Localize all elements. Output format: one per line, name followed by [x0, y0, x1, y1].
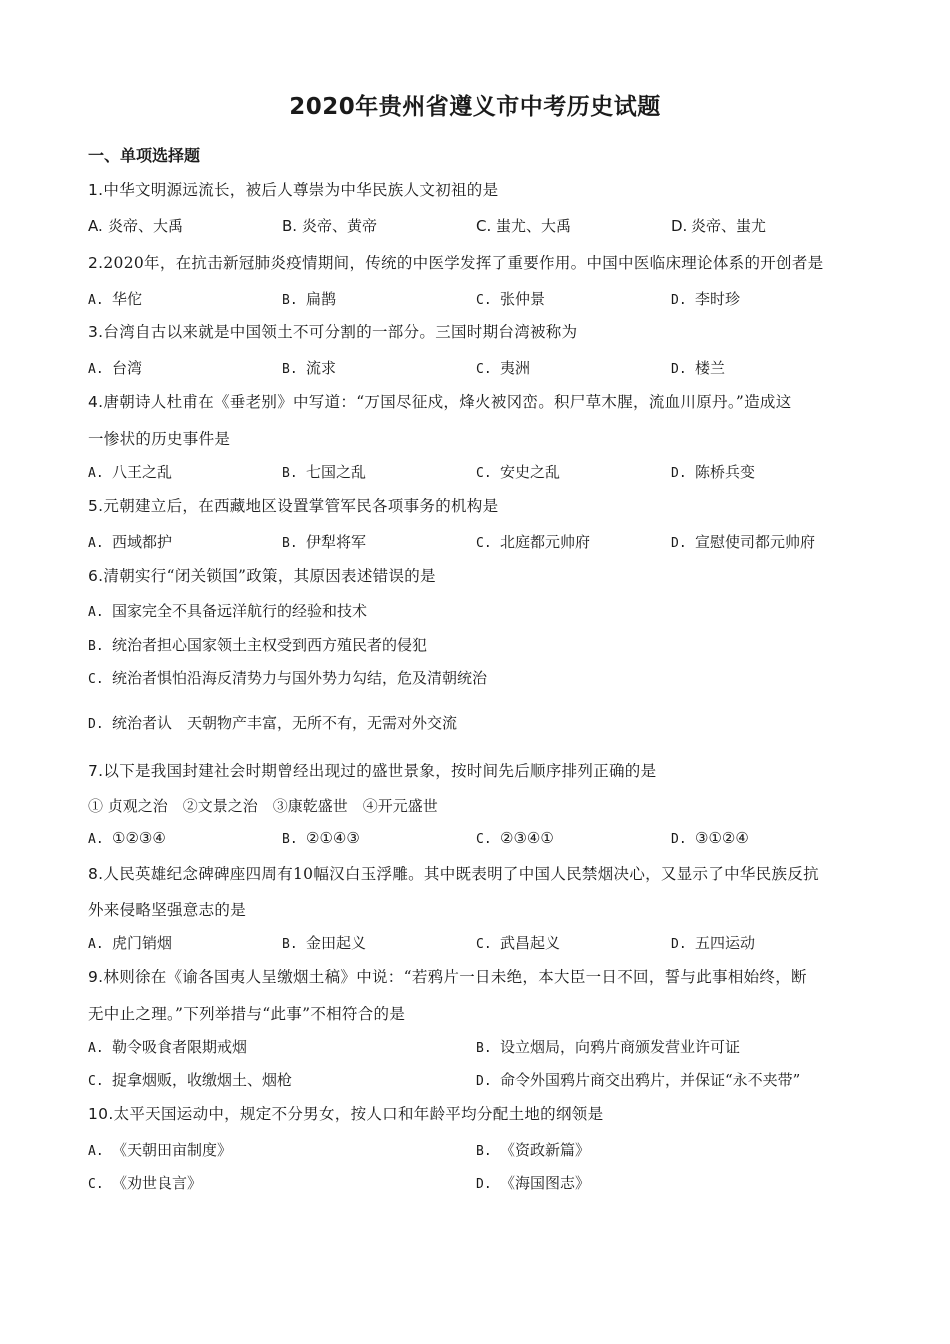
- option-d: D. 《海国图志》: [476, 1174, 591, 1192]
- page-title: 2020年贵州省遵义市中考历史试题: [289, 94, 661, 120]
- question-number: 9.: [88, 968, 104, 986]
- option-a: A. 西域都护: [88, 533, 173, 551]
- option-d: D. 楼兰: [671, 359, 726, 377]
- question-text: 元朝建立后，在西藏地区设置掌管军民各项事务的机构是: [103, 497, 499, 515]
- question-6: [88, 564, 436, 586]
- option-b: B. 流求: [282, 359, 337, 377]
- option-d: D. ③①②④: [671, 829, 749, 847]
- option-c: C. 武昌起义: [476, 934, 561, 952]
- option-c: C. 安史之乱: [476, 463, 561, 481]
- option-b: B. 金田起义: [282, 934, 367, 952]
- question-text: 台湾自古以来就是中国领土不可分割的一部分。三国时期台湾被称为: [103, 323, 578, 341]
- question-number: 10.: [88, 1105, 114, 1123]
- section-heading: 一、单项选择题: [88, 146, 201, 165]
- option-c: C. ②③④①: [476, 829, 554, 847]
- option-a: A. 《天朝田亩制度》: [88, 1141, 233, 1159]
- option-d: D. 命令外国鸦片商交出鸦片，并保证“永不夹带”: [476, 1071, 801, 1089]
- question-5: [88, 494, 498, 516]
- option-b: B. ②①④③: [282, 829, 360, 847]
- option-a: A. ①②③④: [88, 829, 166, 847]
- option-a: A. 虎门销烟: [88, 934, 173, 952]
- option-d: D. 统治者认 天朝物产丰富，无所不有，无需对外交流: [88, 714, 458, 732]
- question-10: [88, 1102, 603, 1124]
- option-a: A. 台湾: [88, 359, 143, 377]
- question-number: 5.: [88, 497, 104, 515]
- question-3: [88, 320, 577, 342]
- question-text: 以下是我国封建社会时期曾经出现过的盛世景象，按时间先后顺序排列正确的是: [103, 762, 657, 780]
- question-number: 7.: [88, 762, 104, 780]
- question-number: 6.: [88, 567, 104, 585]
- option-d: D. 李时珍: [671, 290, 741, 308]
- question-2: [88, 251, 823, 273]
- option-b: B. 扁鹊: [282, 290, 337, 308]
- question-4: [88, 390, 792, 412]
- option-a: A. 华佗: [88, 290, 143, 308]
- question-text: 唐朝诗人杜甫在《垂老别》中写道：“万国尽征戍，烽火被冈峦。积尸草木腥，流血川原丹。”造成这: [103, 393, 792, 411]
- option-c: C. 捉拿烟贩，收缴烟土、烟枪: [88, 1071, 293, 1089]
- option-b: B. 设立烟局，向鸦片商颁发营业许可证: [476, 1038, 741, 1056]
- option-b: B. 伊犁将军: [282, 533, 367, 551]
- question-1: [88, 178, 498, 200]
- question-number: 2.: [88, 254, 104, 272]
- question-number: 4.: [88, 393, 104, 411]
- question-number: 3.: [88, 323, 104, 341]
- option-d: D. 宣慰使司都元帅府: [671, 533, 816, 551]
- option-b: B. 七国之乱: [282, 463, 367, 481]
- option-c: C. 北庭都元帅府: [476, 533, 591, 551]
- question-9: [88, 965, 807, 987]
- option-d: D. 五四运动: [671, 934, 756, 952]
- question-8-continuation: 外来侵略坚强意志的是: [88, 901, 247, 919]
- question-7: [88, 759, 656, 781]
- question-number: 1.: [88, 181, 104, 199]
- option-a: A. 八王之乱: [88, 463, 173, 481]
- question-4-continuation: 一惨状的历史事件是: [88, 430, 231, 448]
- option-b: B. 《资政新篇》: [476, 1141, 591, 1159]
- option-b: B. 炎帝、黄帝: [282, 217, 378, 235]
- option-a: A. 勒令吸食者限期戒烟: [88, 1038, 248, 1056]
- option-c: C. 张仲景: [476, 290, 546, 308]
- option-c: C. 统治者惧怕沿海反清势力与国外势力勾结，危及清朝统治: [88, 669, 488, 687]
- question-7-items: ① 贞观之治 ②文景之治 ③康乾盛世 ④开元盛世: [88, 797, 438, 815]
- option-d: D. 炎帝、蚩尤: [671, 217, 767, 235]
- question-8: [88, 862, 819, 884]
- question-text: 人民英雄纪念碑碑座四周有10幅汉白玉浮雕。其中既表明了中国人民禁烟决心，又显示了中华民族反抗: [103, 865, 819, 883]
- question-text: 林则徐在《谕各国夷人呈缴烟土稿》中说：“若鸦片一日未绝，本大臣一日不回，誓与此事相始终，断: [103, 968, 807, 986]
- option-a: A. 国家完全不具备远洋航行的经验和技术: [88, 602, 368, 620]
- question-9-continuation: 无中止之理。”下列举措与“此事”不相符合的是: [88, 1005, 406, 1023]
- question-text: 清朝实行“闭关锁国”政策，其原因表述错误的是: [103, 567, 436, 585]
- option-a: A. 炎帝、大禹: [88, 217, 184, 235]
- option-c: C. 夷洲: [476, 359, 531, 377]
- question-text: 中华文明源远流长，被后人尊崇为中华民族人文初祖的是: [103, 181, 499, 199]
- option-c: C. 《劝世良言》: [88, 1174, 203, 1192]
- question-text: 太平天国运动中，规定不分男女，按人口和年龄平均分配土地的纲领是: [113, 1105, 604, 1123]
- question-text: 2020年，在抗击新冠肺炎疫情期间，传统的中医学发挥了重要作用。中国中医临床理论体系的开创者是: [103, 254, 824, 272]
- option-b: B. 统治者担心国家领土主权受到西方殖民者的侵犯: [88, 636, 428, 654]
- option-d: D. 陈桥兵变: [671, 463, 756, 481]
- option-c: C. 蚩尤、大禹: [476, 217, 572, 235]
- question-number: 8.: [88, 865, 104, 883]
